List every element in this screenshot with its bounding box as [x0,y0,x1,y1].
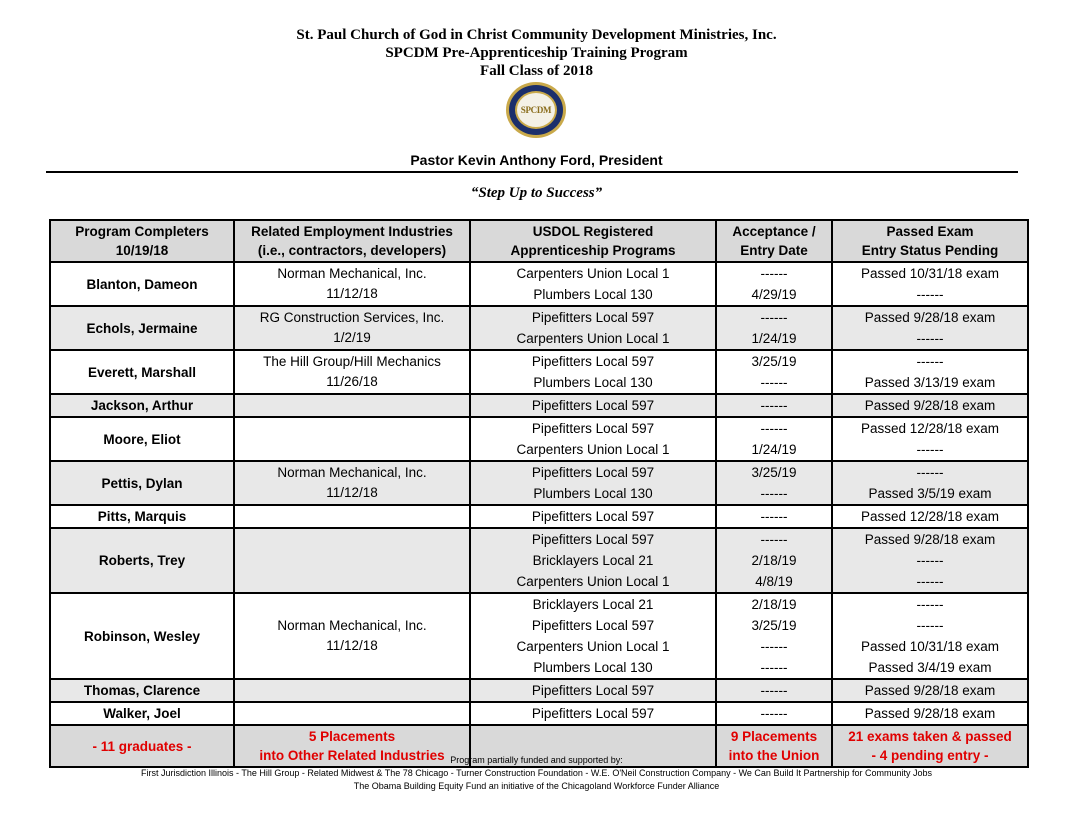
table-row [50,702,1028,725]
col-header-line: Passed Exam [886,224,974,239]
employment-line: 1/2/19 [333,330,371,345]
summary-line: 21 exams taken & passed [848,729,1012,744]
program-line: Plumbers Local 130 [533,375,653,390]
entry-date-line: 4/8/19 [755,574,793,589]
entry-date-line: 2/18/19 [751,597,797,612]
col-header-line: USDOL Registered [532,224,654,239]
employment-cell [234,417,470,461]
exam-status-cell [832,394,1028,417]
spcdm-seal-logo [506,82,566,138]
entry-date-line: ------ [760,375,788,390]
entry-date-line: ------ [760,706,788,721]
exam-status-cell [832,417,1028,461]
employment-cell [234,350,470,394]
col-header-programs [470,220,716,262]
col-header-line: Entry Status Pending [861,243,999,258]
table-row [50,679,1028,702]
exam-status-cell [832,593,1028,679]
exam-status-line: Passed 9/28/18 exam [864,310,996,325]
table-row [50,461,1028,505]
program-line: Carpenters Union Local 1 [516,266,670,281]
employment-line: Norman Mechanical, Inc. [277,618,427,633]
entry-date-line: 1/24/19 [751,442,797,457]
funding-intro: Program partially funded and supported by: [450,755,623,765]
completer-name: Everett, Marshall [50,350,234,394]
summary-line: 9 Placements [730,729,818,744]
col-header-line: Apprenticeship Programs [510,243,676,258]
completer-name: Thomas, Clarence [50,679,234,702]
entry-date-line: ------ [760,660,788,675]
program-cell [470,461,716,505]
exam-status-cell [832,306,1028,350]
exam-status-line: Passed 10/31/18 exam [860,266,1000,281]
entry-date-line: 4/29/19 [751,287,797,302]
completer-name: Robinson, Wesley [50,593,234,679]
summary-line: - 4 pending entry - [871,748,989,763]
employment-line: 11/12/18 [326,638,378,653]
program-cell [470,679,716,702]
program-line: Pipefitters Local 597 [531,618,655,633]
col-header-line: 10/19/18 [115,243,169,258]
slogan: “Step Up to Success” [470,185,603,201]
employment-line: 11/12/18 [326,485,378,500]
entry-date-line: ------ [760,509,788,524]
program-cell [470,702,716,725]
employment-cell [234,528,470,593]
exam-status-line: ------ [916,597,944,612]
entry-date-line: ------ [760,310,788,325]
program-cell [470,394,716,417]
exam-status-cell [832,679,1028,702]
exam-status-line: Passed 3/13/19 exam [864,375,996,390]
exam-status-line: Passed 3/4/19 exam [868,660,992,675]
exam-status-line: ------ [916,442,944,457]
program-cell [470,417,716,461]
program-line: Carpenters Union Local 1 [516,331,670,346]
exam-status-line: ------ [916,465,944,480]
employment-line: 11/26/18 [326,374,378,389]
exam-status-line: ------ [916,331,944,346]
completer-name: Jackson, Arthur [50,394,234,417]
exam-status-line: Passed 12/28/18 exam [860,421,1000,436]
col-header-completers [50,220,234,262]
program-line: Pipefitters Local 597 [531,683,655,698]
program-line: Pipefitters Local 597 [531,465,655,480]
exam-status-cell [832,505,1028,528]
exam-status-line: Passed 12/28/18 exam [860,509,1000,524]
program-cell [470,262,716,306]
exam-status-line: ------ [916,574,944,589]
exam-status-line: ------ [916,287,944,302]
program-line: Carpenters Union Local 1 [516,639,670,654]
employment-cell [234,593,470,679]
program-line: Plumbers Local 130 [533,660,653,675]
program-line: Pipefitters Local 597 [531,706,655,721]
col-header-line: Program Completers [75,224,209,239]
funding-sponsors: First Jurisdiction Illinois - The Hill Group - Related Midwest & The 78 Chicago - Turner Construction Foundation - W.E. O'Neil Construction Company - We Can Build It Partnership for Community Jobs [140,768,933,778]
exam-status-line: ------ [916,553,944,568]
completer-name: Walker, Joel [50,702,234,725]
entry-date-cell [716,679,832,702]
program-line: Pipefitters Local 597 [531,354,655,369]
entry-date-cell [716,306,832,350]
exam-status-cell [832,702,1028,725]
exam-status-line: Passed 10/31/18 exam [860,639,1000,654]
exam-status-line: Passed 9/28/18 exam [864,532,996,547]
program-line: Carpenters Union Local 1 [516,574,670,589]
program-line: Plumbers Local 130 [533,287,653,302]
program-line: Bricklayers Local 21 [532,597,654,612]
employment-line: Norman Mechanical, Inc. [277,465,427,480]
entry-date-cell [716,702,832,725]
seal-text: SPCDM [520,105,552,115]
entry-date-line: ------ [760,532,788,547]
employment-cell [234,702,470,725]
employment-cell [234,394,470,417]
table-row [50,350,1028,394]
organization-title: St. Paul Church of God in Christ Community Development Ministries, Inc. [296,27,777,43]
exam-status-line: ------ [916,354,944,369]
entry-date-line: ------ [760,266,788,281]
program-line: Plumbers Local 130 [533,486,653,501]
program-cell [470,505,716,528]
program-line: Pipefitters Local 597 [531,532,655,547]
employment-cell [234,262,470,306]
entry-date-cell [716,528,832,593]
table-row [50,593,1028,679]
col-header-line: Related Employment Industries [251,224,453,239]
completer-name: Roberts, Trey [50,528,234,593]
exam-status-cell [832,461,1028,505]
exam-status-line: Passed 9/28/18 exam [864,683,996,698]
employment-line: 11/12/18 [326,286,378,301]
program-line: Bricklayers Local 21 [532,553,654,568]
table-row [50,394,1028,417]
entry-date-line: 3/25/19 [751,618,797,633]
table-row [50,306,1028,350]
completers-table [49,219,1029,768]
exam-status-line: Passed 3/5/19 exam [868,486,992,501]
program-line: Carpenters Union Local 1 [516,442,670,457]
entry-date-line: ------ [760,683,788,698]
entry-date-line: 1/24/19 [751,331,797,346]
entry-date-cell [716,350,832,394]
program-cell [470,528,716,593]
program-cell [470,306,716,350]
entry-date-line: 3/25/19 [751,354,797,369]
exam-status-cell [832,528,1028,593]
president-line: Pastor Kevin Anthony Ford, President [410,152,663,168]
table-row [50,528,1028,593]
completer-name: Blanton, Dameon [50,262,234,306]
employment-line: RG Construction Services, Inc. [259,310,445,325]
exam-status-line: Passed 9/28/18 exam [864,706,996,721]
employment-cell [234,679,470,702]
program-line: Pipefitters Local 597 [531,398,655,413]
entry-date-cell [716,394,832,417]
exam-status-line: ------ [916,618,944,633]
program-cell [470,350,716,394]
header-divider [46,171,1018,173]
entry-date-line: 2/18/19 [751,553,797,568]
completer-name: Echols, Jermaine [50,306,234,350]
summary-line: into Other Related Industries [259,748,445,763]
entry-date-cell [716,461,832,505]
funding-alliance: The Obama Building Equity Fund an initiative of the Chicagoland Workforce Funder Alliance [353,781,720,791]
entry-date-cell [716,505,832,528]
completer-name: Pettis, Dylan [50,461,234,505]
program-cell [470,593,716,679]
completer-name: Pitts, Marquis [50,505,234,528]
table-row [50,417,1028,461]
employment-line: The Hill Group/Hill Mechanics [263,354,441,369]
summary-graduates: - 11 graduates - [50,725,234,767]
program-title: SPCDM Pre-Apprenticeship Training Program [385,45,688,61]
entry-date-cell [716,262,832,306]
col-header-line: (i.e., contractors, developers) [257,243,447,258]
entry-date-line: ------ [760,639,788,654]
program-line: Pipefitters Local 597 [531,509,655,524]
exam-status-line: Passed 9/28/18 exam [864,398,996,413]
exam-status-cell [832,262,1028,306]
entry-date-line: ------ [760,486,788,501]
employment-line: Norman Mechanical, Inc. [277,266,427,281]
col-header-line: Acceptance / [732,224,816,239]
exam-status-cell [832,350,1028,394]
completer-name: Moore, Eliot [50,417,234,461]
col-header-employment [234,220,470,262]
employment-cell [234,306,470,350]
summary-line: 5 Placements [308,729,396,744]
employment-cell [234,461,470,505]
col-header-entry-date [716,220,832,262]
entry-date-line: ------ [760,398,788,413]
program-line: Pipefitters Local 597 [531,310,655,325]
entry-date-line: 3/25/19 [751,465,797,480]
class-title: Fall Class of 2018 [480,63,593,79]
table-header-row [50,220,1028,262]
col-header-line: Entry Date [740,243,808,258]
summary-line: into the Union [728,748,820,763]
employment-cell [234,505,470,528]
entry-date-cell [716,417,832,461]
table-row [50,262,1028,306]
entry-date-cell [716,593,832,679]
col-header-exam-status [832,220,1028,262]
program-line: Pipefitters Local 597 [531,421,655,436]
entry-date-line: ------ [760,421,788,436]
table-row [50,505,1028,528]
